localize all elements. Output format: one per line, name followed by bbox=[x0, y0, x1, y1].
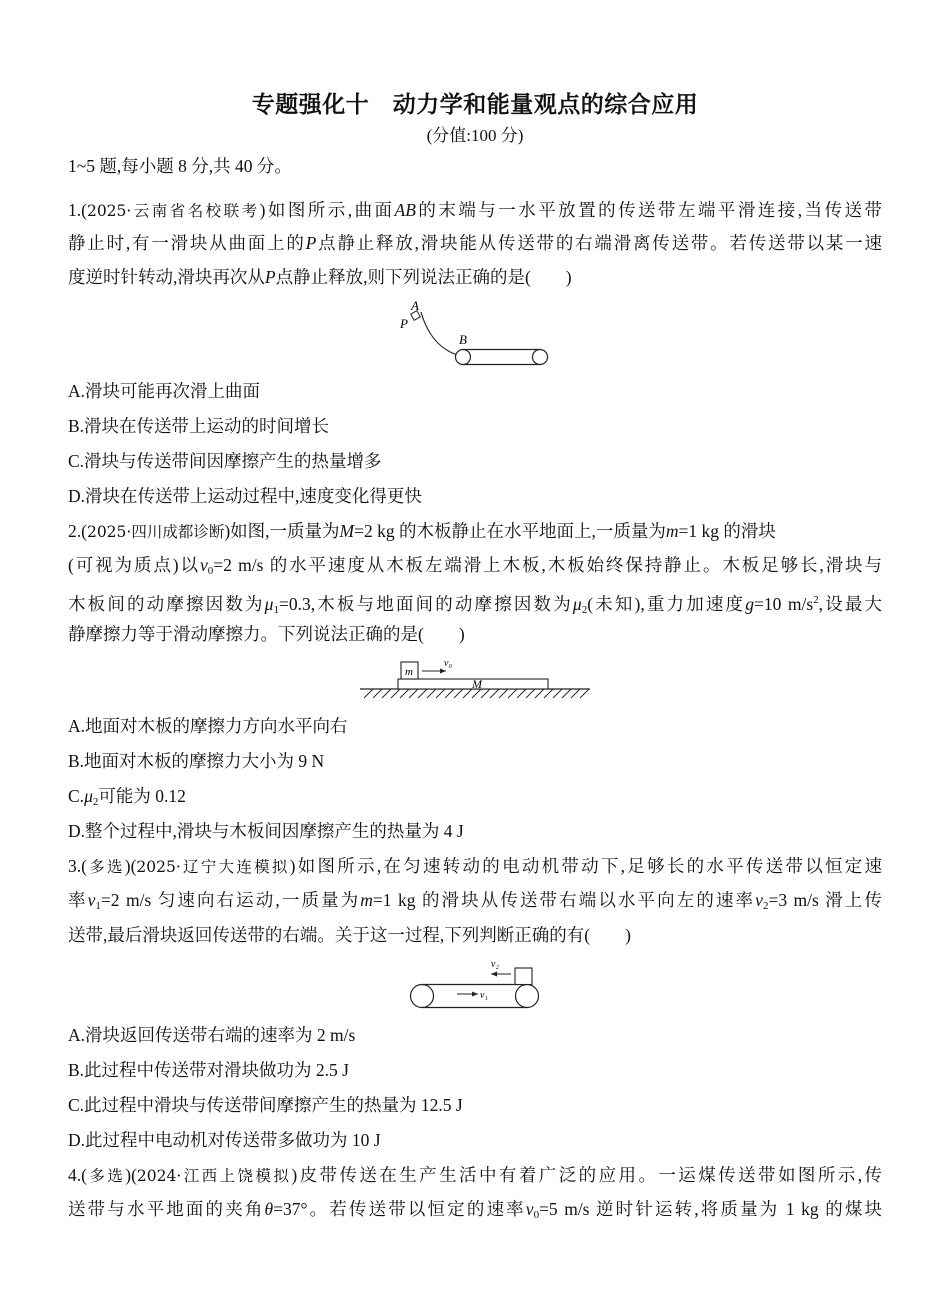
q1-figure bbox=[395, 298, 555, 370]
q3-line-2: 率$v_1=2$ m/s 匀速向右运动,一质量为m=1 kg 的滑块从传送带右端以水平向左的速率$v_2=3$ m/s 滑上传 bbox=[68, 890, 883, 912]
q3-option-a: A.滑块返回传送带右端的速率为 2 m/s bbox=[68, 1025, 356, 1045]
q1-line-3: 度逆时针转动,滑块再次从P点静止释放,则下列说法正确的是( ) bbox=[68, 267, 572, 287]
q1-option-a: A.滑块可能再次滑上曲面 bbox=[68, 381, 261, 401]
q3-option-c: C.此过程中滑块与传送带间摩擦产生的热量为 12.5 J bbox=[68, 1095, 463, 1115]
velocity-arrowhead bbox=[440, 669, 446, 674]
v1-arrowhead bbox=[472, 992, 478, 997]
label-v2: v₂ bbox=[491, 959, 499, 970]
q4-line-1: 4.(多选)(2024·江西上饶模拟)皮带传送在生产生活中有着广泛的应用。一运煤传送带如图所示,传 bbox=[68, 1165, 883, 1185]
q1-option-d: D.滑块在传送带上运动过程中,速度变化得更快 bbox=[68, 486, 422, 506]
v2-arrowhead bbox=[491, 972, 497, 977]
q3-option-d: D.此过程中电动机对传送带多做功为 10 J bbox=[68, 1130, 381, 1150]
curved-surface bbox=[421, 312, 461, 356]
q1-option-c: C.滑块与传送带间因摩擦产生的热量增多 bbox=[68, 451, 382, 471]
q4-line-2: 送带与水平地面的夹角θ=37°。若传送带以恒定的速率$v_0=5$ m/s 逆时针运转,将质量为 1 kg 的煤块 bbox=[68, 1199, 883, 1221]
q2-line-2: (可视为质点)以$v_0=2$ m/s 的水平速度从木板左端滑上木板,木板始终保持静止。木板足够长,滑块与 bbox=[68, 555, 883, 577]
left-roller bbox=[411, 985, 434, 1008]
label-v1: v₁ bbox=[480, 990, 488, 1001]
q3-option-b: B.此过程中传送带对滑块做功为 2.5 J bbox=[68, 1060, 349, 1080]
q1-line-1: 1.(2025·云南省名校联考)如图所示,曲面AB的末端与一水平放置的传送带左端平滑连接,当传送带 bbox=[68, 200, 883, 220]
section-note: 1~5 题,每小题 8 分,共 40 分。 bbox=[68, 156, 292, 176]
label-b: B bbox=[459, 332, 467, 347]
q2-option-d: D.整个过程中,滑块与木板间因摩擦产生的热量为 4 J bbox=[68, 821, 464, 841]
right-roller bbox=[533, 350, 548, 365]
right-roller bbox=[516, 985, 539, 1008]
q1-line-2: 静止时,有一滑块从曲面上的P点静止释放,滑块能从传送带的右端滑离传送带。若传送带以某一速 bbox=[68, 233, 883, 253]
label-big-m: M bbox=[472, 677, 482, 691]
label-p: P bbox=[400, 316, 408, 331]
q1-option-b: B.滑块在传送带上运动的时间增长 bbox=[68, 416, 330, 436]
q2-option-a: A.地面对木板的摩擦力方向水平向右 bbox=[68, 716, 348, 736]
q2-line-1: 2.(2025·四川成都诊断)如图,一质量为M=2 kg 的木板静止在水平地面上,一质量为m=1 kg 的滑块 bbox=[68, 521, 776, 541]
q3-line-1: 3.(多选)(2025·辽宁大连模拟)如图所示,在匀速转动的电动机带动下,足够长的水平传送带以恒定速 bbox=[68, 856, 883, 876]
q2-option-c: $C.\mu_2$可能为 0.12 bbox=[68, 786, 186, 808]
slider-block bbox=[515, 968, 532, 985]
left-roller bbox=[456, 350, 471, 365]
q2-line-4: 静摩擦力等于滑动摩擦力。下列说法正确的是( ) bbox=[68, 624, 465, 644]
q3-figure bbox=[405, 956, 547, 1014]
score-note: (分值:100 分) bbox=[426, 126, 524, 145]
label-v0: v₀ bbox=[444, 658, 452, 669]
q2-option-b: B.地面对木板的摩擦力大小为 9 N bbox=[68, 751, 325, 771]
q2-figure bbox=[360, 656, 592, 704]
q3-line-3: 送带,最后滑块返回传送带的右端。关于这一过程,下列判断正确的有( ) bbox=[68, 925, 631, 945]
label-small-m: m bbox=[405, 666, 413, 678]
page-title: 专题强化十 动力学和能量观点的综合应用 bbox=[251, 92, 699, 118]
label-a: A bbox=[411, 298, 419, 313]
q2-line-3: 木板间的动摩擦因数为$\mu_1=0.3$,木板与地面间的动摩擦因数为$\mu_2$(未知),重力加速度g=10 $m/s^2$,设最大 bbox=[68, 594, 883, 616]
